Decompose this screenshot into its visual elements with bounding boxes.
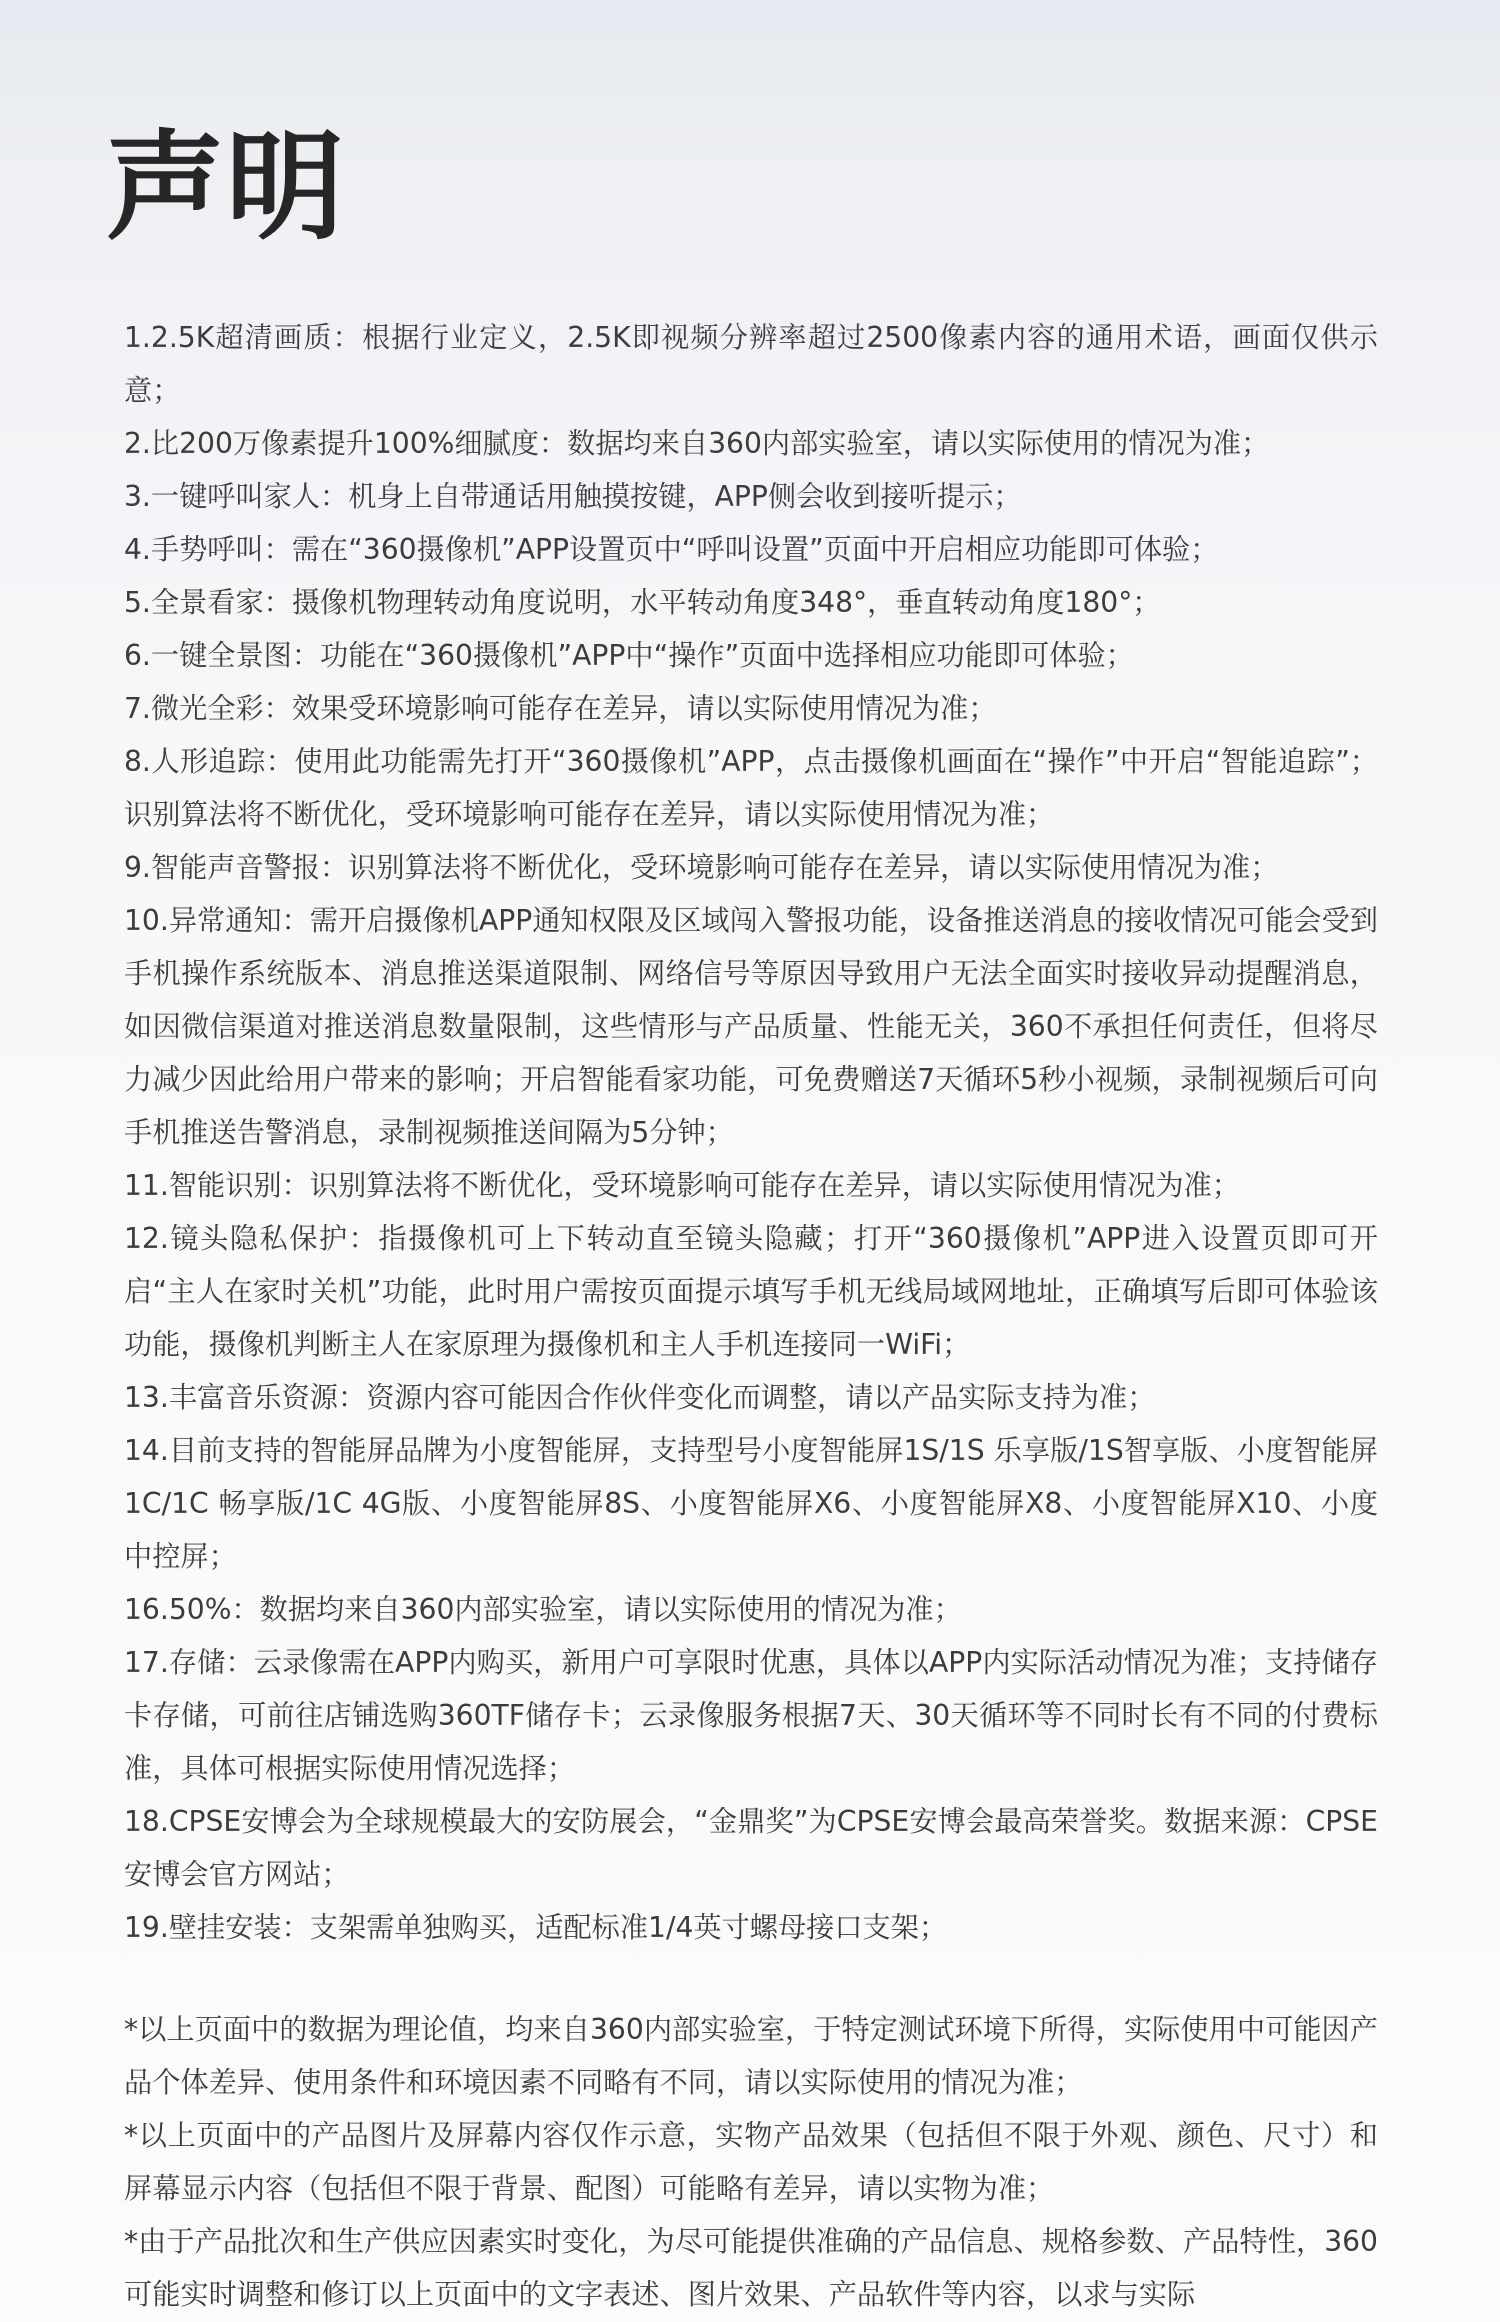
footnote-item: *以上页面中的数据为理论值，均来自360内部实验室，于特定测试环境下所得，实际使用中可能因产品个体差异、使用条件和环境因素不同略有不同，请以实际使用的情况为准；	[124, 2013, 1378, 2099]
disclaimer-item: 14.目前支持的智能屏品牌为小度智能屏，支持型号小度智能屏1S/1S 乐享版/1S智享版、小度智能屏1C/1C 畅享版/1C 4G版、小度智能屏8S、小度智能屏X6、小度智能屏X8、小度智能屏X10、小度中控屏；	[124, 1434, 1378, 1573]
disclaimer-item: 16.50%：数据均来自360内部实验室，请以实际使用的情况为准；	[124, 1593, 962, 1626]
disclaimer-item: 11.智能识别：识别算法将不断优化，受环境影响可能存在差异，请以实际使用情况为准；	[124, 1169, 1240, 1202]
footnote-item: *由于产品批次和生产供应因素实时变化，为尽可能提供准确的产品信息、规格参数、产品特性，360可能实时调整和修订以上页面中的文字表述、图片效果、产品软件等内容，以求与实际	[124, 2225, 1378, 2311]
disclaimer-item: 4.手势呼叫：需在“360摄像机”APP设置页中“呼叫设置”页面中开启相应功能即可体验；	[124, 533, 1219, 566]
disclaimer-item: 6.一键全景图：功能在“360摄像机”APP中“操作”页面中选择相应功能即可体验；	[124, 639, 1134, 672]
disclaimer-item: 2.比200万像素提升100%细腻度：数据均来自360内部实验室，请以实际使用的情况为准；	[124, 427, 1270, 460]
disclaimer-item: 13.丰富音乐资源：资源内容可能因合作伙伴变化而调整，请以产品实际支持为准；	[124, 1381, 1156, 1414]
disclaimer-item: 18.CPSE安博会为全球规模最大的安防展会，“金鼎奖”为CPSE安博会最高荣誉奖。数据来源：CPSE安博会官方网站；	[124, 1805, 1378, 1891]
disclaimer-item: 17.存储：云录像需在APP内购买，新用户可享限时优惠，具体以APP内实际活动情况为准；支持储存卡存储，可前往店铺选购360TF储存卡；云录像服务根据7天、30天循环等不同时长有不同的付费标准，具体可根据实际使用情况选择；	[124, 1646, 1378, 1785]
disclaimer-list	[124, 311, 1378, 1954]
disclaimer-item: 1.2.5K超清画质：根据行业定义，2.5K即视频分辨率超过2500像素内容的通用术语，画面仅供示意；	[124, 321, 1378, 407]
footnote-item: *以上页面中的产品图片及屏幕内容仅作示意，实物产品效果（包括但不限于外观、颜色、尺寸）和屏幕显示内容（包括但不限于背景、配图）可能略有差异，请以实物为准；	[124, 2119, 1378, 2205]
disclaimer-item: 5.全景看家：摄像机物理转动角度说明，水平转动角度348°，垂直转动角度180°；	[124, 586, 1161, 619]
disclaimer-item: 9.智能声音警报：识别算法将不断优化，受环境影响可能存在差异，请以实际使用情况为准；	[124, 851, 1279, 884]
disclaimer-item: 10.异常通知：需开启摄像机APP通知权限及区域闯入警报功能，设备推送消息的接收情况可能会受到手机操作系统版本、消息推送渠道限制、网络信号等原因导致用户无法全面实时接收异动提醒消息，如因微信渠道对推送消息数量限制，这些情形与产品质量、性能无关，360不承担任何责任，但将尽力减少因此给用户带来的影响；开启智能看家功能，可免费赠送7天循环5秒小视频，录制视频后可向手机推送告警消息，录制视频推送间隔为5分钟；	[124, 904, 1378, 1149]
page-title: 声明	[106, 118, 347, 256]
disclaimer-item: 19.壁挂安装：支架需单独购买，适配标准1/4英寸螺母接口支架；	[124, 1911, 948, 1944]
disclaimer-item: 12.镜头隐私保护：指摄像机可上下转动直至镜头隐藏；打开“360摄像机”APP进入设置页即可开启“主人在家时关机”功能，此时用户需按页面提示填写手机无线局域网地址，正确填写后即可体验该功能，摄像机判断主人在家原理为摄像机和主人手机连接同一WiFi；	[124, 1222, 1378, 1361]
disclaimer-item: 8.人形追踪：使用此功能需先打开“360摄像机”APP，点击摄像机画面在“操作”中开启“智能追踪”；识别算法将不断优化，受环境影响可能存在差异，请以实际使用情况为准；	[124, 745, 1378, 831]
footnote-list	[124, 2003, 1378, 2321]
disclaimer-item: 3.一键呼叫家人：机身上自带通话用触摸按键，APP侧会收到接听提示；	[124, 480, 1022, 513]
disclaimer-item: 7.微光全彩：效果受环境影响可能存在差异，请以实际使用情况为准；	[124, 692, 997, 725]
